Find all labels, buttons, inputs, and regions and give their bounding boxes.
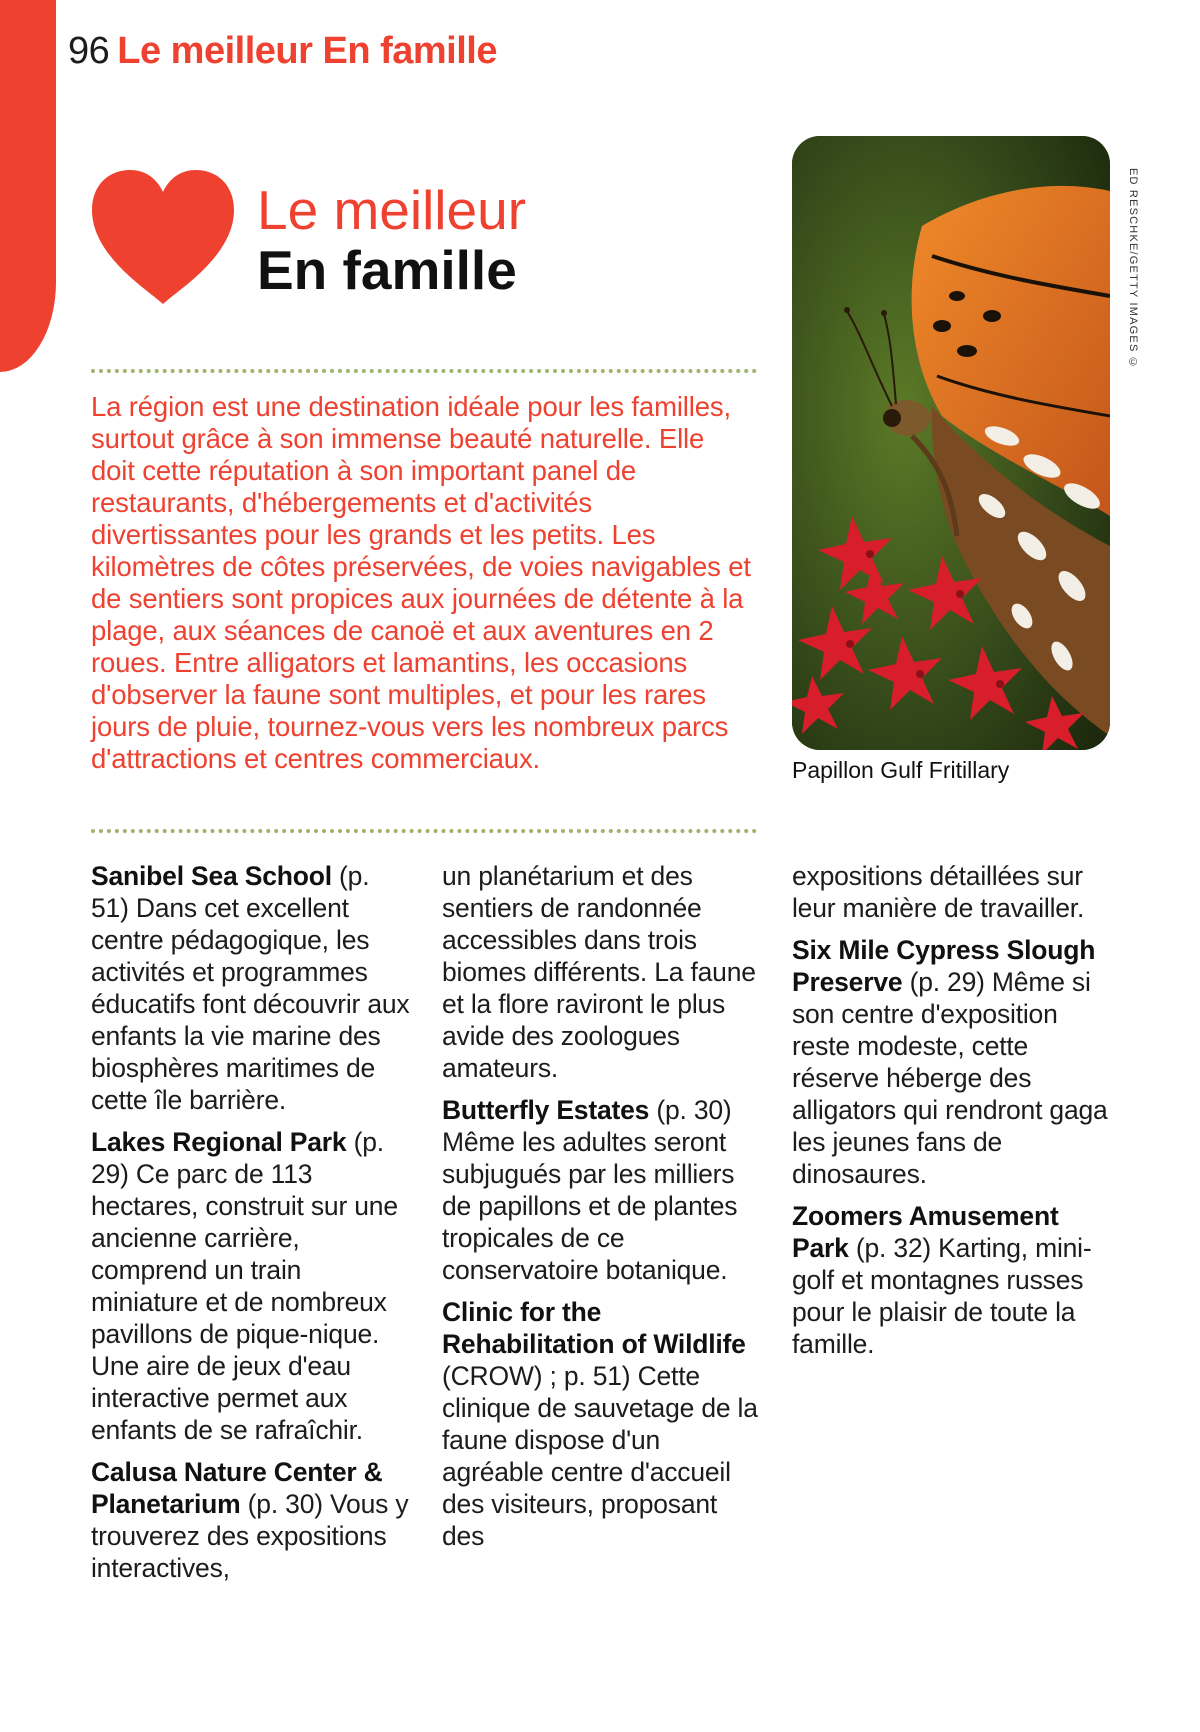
dotted-divider-top <box>91 369 757 373</box>
entry-name: Lakes Regional Park <box>91 1127 347 1157</box>
entry-text: (p. 51) Dans cet excellent centre pédagogique, les activités et programmes éducatifs font découvrir aux enfants la vie marine des biosphères maritimes de cette île barrière. <box>91 861 410 1115</box>
entry-text: (p. 29) Ce parc de 113 hectares, construit sur une ancienne carrière, comprend un train miniature et de nombreux pavillons de pique-nique. Une aire de jeux d'eau interactive permet aux enfants de se rafraîchir. <box>91 1127 398 1445</box>
column-1 <box>91 860 411 1594</box>
entry-name: Butterfly Estates <box>442 1095 650 1125</box>
entry-name: Sanibel Sea School <box>91 861 332 891</box>
butterfly-illustration <box>792 136 1110 750</box>
entry-calusa-continued <box>442 860 762 1084</box>
entry-zoomers <box>792 1200 1122 1360</box>
section-title-line1: Le meilleur <box>257 179 527 241</box>
column-2 <box>442 860 762 1562</box>
photo-caption: Papillon Gulf Fritillary <box>792 757 1010 783</box>
entry-text: (CROW) ; p. 51) Cette clinique de sauvetage de la faune dispose d'un agréable centre d'accueil des visiteurs, proposant des <box>442 1361 758 1551</box>
entry-lakes-regional-park <box>91 1126 411 1446</box>
dotted-divider-bottom <box>91 829 757 833</box>
entry-sanibel-sea-school <box>91 860 411 1116</box>
entry-name: Six Mile Cypress Slough Preserve <box>792 935 1096 997</box>
red-side-tab <box>0 0 56 372</box>
entry-calusa-nature-center <box>91 1456 411 1584</box>
running-head-title: Le meilleur En famille <box>117 30 497 72</box>
section-title <box>257 180 526 300</box>
entry-crow-continued <box>792 860 1122 924</box>
entry-text: (p. 29) Même si son centre d'exposition reste modeste, cette réserve héberge des alligators qui rendront gaga les jeunes fans de dinosaures. <box>792 967 1108 1189</box>
entry-text: (p. 30) Vous y trouverez des expositions interactives, <box>91 1489 409 1583</box>
entry-text: (p. 30) Même les adultes seront subjugués par les milliers de papillons et de plantes tropicales de ce conservatoire botanique. <box>442 1095 738 1285</box>
entry-text: expositions détaillées sur leur manière de travailler. <box>792 861 1085 923</box>
entry-crow-clinic <box>442 1296 762 1552</box>
entry-text: (p. 32) Karting, mini-golf et montagnes russes pour le plaisir de toute la famille. <box>792 1233 1092 1359</box>
entry-butterfly-estates <box>442 1094 762 1286</box>
entry-name: Zoomers Amusement Park <box>792 1201 1059 1263</box>
heart-icon <box>90 168 236 306</box>
photo-credit: ED RESCHKE/GETTY IMAGES © <box>1127 168 1139 370</box>
entry-six-mile-cypress <box>792 934 1122 1190</box>
section-title-line2: En famille <box>257 239 517 301</box>
page-number: 96 <box>68 30 110 72</box>
intro-paragraph: La région est une destination idéale pour les familles, surtout grâce à son immense beauté naturelle. Elle doit cette réputation à son important panel de restaurants, d'hébergements et d'activités divertissantes pour les grands et les petits. Les kilomètres de côtes préservées, de voies navigables et de sentiers sont propices aux journées de détente à la plage, aux séances de canoë et aux aventures en 2 roues. Entre alligators et lamantins, les occasions d'observer la faune sont multiples, et pour les rares jours de pluie, tournez-vous vers les nombreux parcs d'attractions et centres commerciaux. <box>91 391 751 774</box>
entry-name: Calusa Nature Center & Planetarium <box>91 1457 383 1519</box>
running-head <box>68 30 497 73</box>
butterfly-photo <box>792 136 1110 750</box>
column-3 <box>792 860 1122 1370</box>
entry-name: Clinic for the Rehabilitation of Wildlife <box>442 1297 746 1359</box>
entry-text: un planétarium et des sentiers de randonnée accessibles dans trois biomes différents. La faune et la flore raviront le plus avide des zoologues amateurs. <box>442 861 756 1083</box>
